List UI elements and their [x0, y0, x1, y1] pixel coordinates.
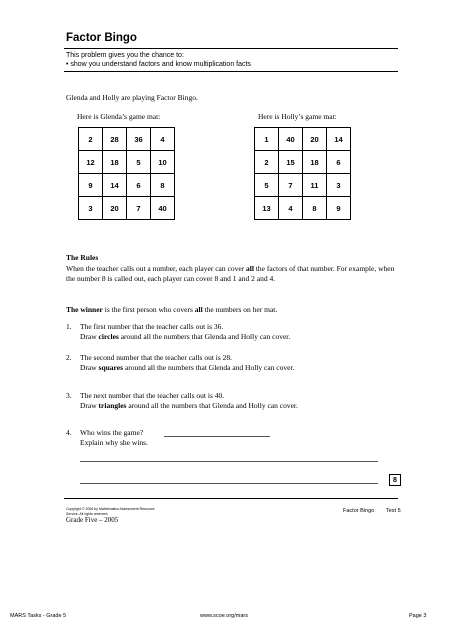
- q2-text: [80, 353, 400, 373]
- q2-c: around all the numbers that Glenda and Holly can cover.: [123, 363, 295, 372]
- q3-a: Draw: [80, 401, 99, 410]
- rules-heading: The Rules: [66, 253, 99, 262]
- mat-cell[interactable]: 13: [255, 197, 279, 220]
- glenda-game-mat: [78, 127, 175, 220]
- mat-cell[interactable]: 1: [255, 128, 279, 151]
- mat-cell[interactable]: 14: [327, 128, 351, 151]
- mat-cell[interactable]: 8: [303, 197, 327, 220]
- mat-cell[interactable]: 20: [103, 197, 127, 220]
- mat-cell[interactable]: 12: [79, 151, 103, 174]
- intro-text: Glenda and Holly are playing Factor Bingo.: [66, 93, 198, 102]
- score-box: 8: [389, 474, 401, 486]
- q1-text: [80, 322, 400, 342]
- bottom-left-label: MARS Tasks - Grade 5: [10, 613, 67, 619]
- page-number: Page 3: [409, 613, 427, 619]
- q1-line1: The first number that the teacher calls out is 36.: [80, 322, 224, 331]
- subtitle-bullet: • show you understand factors and know multiplication facts: [66, 61, 251, 68]
- copyright-notice: Copyright © 2006 by Mathematics Assessment Resource Service. All rights reserved.: [66, 507, 155, 516]
- mat-cell[interactable]: 9: [327, 197, 351, 220]
- mat-cell[interactable]: 15: [279, 151, 303, 174]
- footer-task-name: Factor Bingo: [343, 508, 375, 514]
- q1-line2: [80, 332, 400, 342]
- q3-line2: [80, 401, 400, 411]
- rules-text: [66, 264, 396, 284]
- mat-cell[interactable]: 6: [327, 151, 351, 174]
- title-rule: [64, 48, 398, 49]
- mat-row: [79, 197, 175, 220]
- grade-line: Grade Five – 2005: [66, 516, 119, 524]
- subtitle-rule: [64, 71, 398, 72]
- mat-cell[interactable]: 40: [279, 128, 303, 151]
- mat-row: [255, 174, 351, 197]
- winner-answer-field[interactable]: [164, 436, 270, 437]
- explanation-line-1[interactable]: [80, 461, 378, 462]
- rules-text-bold: all: [246, 264, 254, 273]
- winner-post: the numbers on her mat.: [202, 305, 278, 314]
- footer-test-label: Test 5: [386, 508, 401, 514]
- mat-cell[interactable]: 10: [151, 151, 175, 174]
- mat-cell[interactable]: 4: [279, 197, 303, 220]
- mat-cell[interactable]: 6: [127, 174, 151, 197]
- footer-rule: [64, 498, 398, 499]
- winner-rule: [66, 305, 396, 315]
- explanation-line-2[interactable]: [80, 483, 378, 484]
- q2-line2: [80, 363, 400, 373]
- holly-game-mat: [254, 127, 351, 220]
- q3-c: around all the numbers that Glenda and Holly can cover.: [126, 401, 298, 410]
- q4-line1: Who wins the game?: [80, 428, 144, 437]
- q1-c: around all the numbers that Glenda and Holly can cover.: [118, 332, 291, 341]
- rules-text-pre: When the teacher calls out a number, each player can cover: [66, 264, 247, 273]
- q1-b: circles: [98, 332, 119, 341]
- q3-line1: The next number that the teacher calls out is 40.: [80, 391, 225, 400]
- mat-cell[interactable]: 2: [79, 128, 103, 151]
- q1-a: Draw: [80, 332, 99, 341]
- mat-cell[interactable]: 7: [127, 197, 151, 220]
- mat-row: [79, 174, 175, 197]
- mat-row: [79, 151, 175, 174]
- q1-number: 1.: [66, 322, 72, 331]
- q2-b: squares: [98, 363, 123, 372]
- mat-row: [255, 151, 351, 174]
- mat-cell[interactable]: 4: [151, 128, 175, 151]
- mat-cell[interactable]: 5: [255, 174, 279, 197]
- mat-cell[interactable]: 7: [279, 174, 303, 197]
- q2-line1: The second number that the teacher calls out is 28.: [80, 353, 233, 362]
- mat-cell[interactable]: 18: [103, 151, 127, 174]
- mat-cell[interactable]: 8: [151, 174, 175, 197]
- mat-cell[interactable]: 3: [327, 174, 351, 197]
- subtitle-intro: This problem gives you the chance to:: [66, 52, 184, 59]
- page-title: Factor Bingo: [66, 32, 137, 44]
- q2-number: 2.: [66, 353, 72, 362]
- winner-mid: is the first person who covers: [102, 305, 195, 314]
- q3-b: triangles: [98, 401, 127, 410]
- mat-cell[interactable]: 28: [103, 128, 127, 151]
- winner-pre: The winner: [66, 305, 103, 314]
- mat-cell[interactable]: 14: [103, 174, 127, 197]
- mat-cell[interactable]: 2: [255, 151, 279, 174]
- mat-cell[interactable]: 40: [151, 197, 175, 220]
- mat-cell[interactable]: 9: [79, 174, 103, 197]
- mat-cell[interactable]: 20: [303, 128, 327, 151]
- mat-cell[interactable]: 18: [303, 151, 327, 174]
- website-link[interactable]: www.scoe.org/mars: [200, 613, 248, 619]
- mat-cell[interactable]: 5: [127, 151, 151, 174]
- q4-line2: Explain why she wins.: [80, 438, 148, 447]
- winner-bold: all: [194, 305, 203, 314]
- mat-cell[interactable]: 11: [303, 174, 327, 197]
- q4-number: 4.: [66, 428, 72, 437]
- mat-cell[interactable]: 3: [79, 197, 103, 220]
- holly-caption: Here is Holly’s game mat:: [258, 112, 337, 121]
- q3-number: 3.: [66, 391, 72, 400]
- mat-cell[interactable]: 36: [127, 128, 151, 151]
- q2-a: Draw: [80, 363, 99, 372]
- mat-row: [255, 128, 351, 151]
- q3-text: [80, 391, 400, 411]
- mat-row: [255, 197, 351, 220]
- glenda-caption: Here is Glenda’s game mat:: [77, 112, 161, 121]
- rules-text-post: the factors of that number. For example, when the number 8 is called out, each player can cover 8 and 1 and 2 and 4.: [66, 264, 395, 283]
- mat-row: [79, 128, 175, 151]
